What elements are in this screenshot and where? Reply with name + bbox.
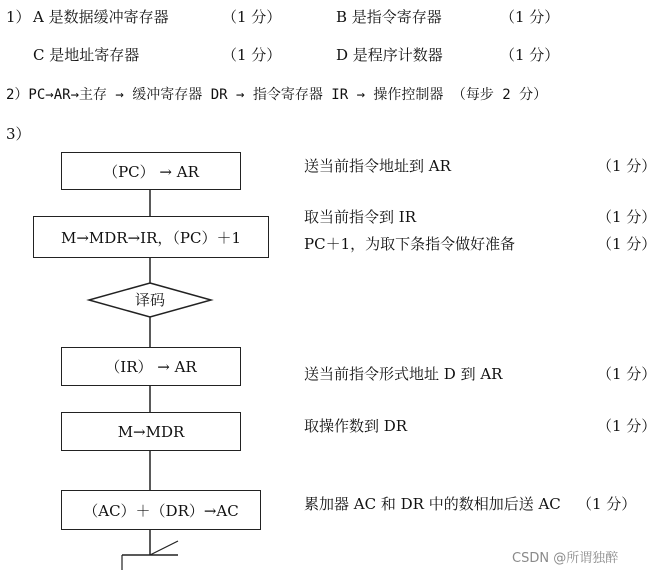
flow-step-fetch-address: （PC） → AR xyxy=(61,152,241,190)
note-2-score: （1 分） xyxy=(597,208,657,226)
note-6: 累加器 AC 和 DR 中的数相加后送 AC xyxy=(304,495,561,513)
watermark: CSDN @所谓独醉 xyxy=(512,551,619,566)
note-2: 取当前指令到 IR xyxy=(304,208,416,226)
note-5-score: （1 分） xyxy=(597,417,657,435)
flow-step-add: （AC）＋（DR）→AC xyxy=(61,490,261,530)
flow-step-fetch-instruction: M→MDR→IR，（PC）＋1 xyxy=(33,216,269,258)
note-6-score: （1 分） xyxy=(577,495,637,513)
q1-answer-b: B 是指令寄存器 xyxy=(336,8,442,26)
flow-decision-label: 译码 xyxy=(135,291,166,309)
q1-answer-d-score: （1 分） xyxy=(500,46,560,64)
end-tick-right xyxy=(150,541,178,555)
flow-step-fetch-operand: M→MDR xyxy=(61,412,241,451)
note-1: 送当前指令地址到 AR xyxy=(304,157,451,175)
q1-answer-c-score: （1 分） xyxy=(222,46,282,64)
q2-answer: 2）PC→AR→主存 → 缓冲寄存器 DR → 指令寄存器 IR → 操作控制器 （每步 2 分） xyxy=(6,87,548,103)
q3-number: 3） xyxy=(6,125,31,143)
note-3: PC＋1，为取下条指令做好准备 xyxy=(304,235,516,253)
note-5: 取操作数到 DR xyxy=(304,417,408,435)
note-3-score: （1 分） xyxy=(597,235,657,253)
q1-answer-b-score: （1 分） xyxy=(500,8,560,26)
note-4: 送当前指令形式地址 D 到 AR xyxy=(304,365,503,383)
note-1-score: （1 分） xyxy=(597,157,657,175)
note-4-score: （1 分） xyxy=(597,365,657,383)
q1-answer-a-score: （1 分） xyxy=(222,8,282,26)
q1-answer-c: C 是地址寄存器 xyxy=(33,46,140,64)
q1-answer-d: D 是程序计数器 xyxy=(336,46,443,64)
flow-step-operand-address: （IR） → AR xyxy=(61,347,241,386)
q1-answer-a: A 是数据缓冲寄存器 xyxy=(33,8,169,26)
q1-number: 1） xyxy=(6,8,31,26)
